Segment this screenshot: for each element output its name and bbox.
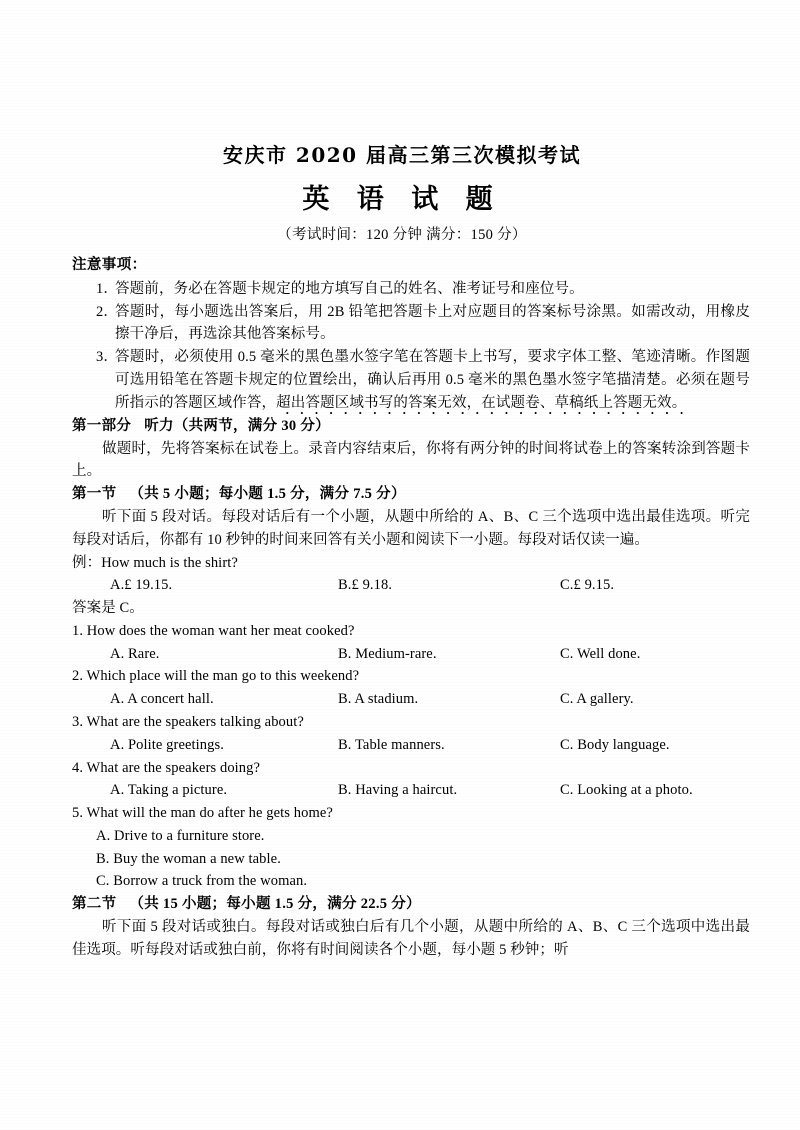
question-1-option-b: B. Medium-rare. (338, 645, 437, 662)
section-two-label: 第二节 (72, 896, 117, 913)
question-5-option-c: C. Borrow a truck from the woman. (96, 873, 308, 890)
example-option-a: A.£ 19.15. (110, 577, 173, 594)
question-2-option-c: C. A gallery. (560, 691, 634, 708)
part-one-title: 听力（共两节，满分 30 分） (144, 418, 330, 435)
section-one-label: 第一节 (72, 486, 117, 503)
exam-meta-line: （考试时间：120 分钟 满分：150 分） (277, 227, 527, 244)
question-prompt-4: 4. What are the speakers doing? (72, 759, 261, 776)
section-two-heading (72, 893, 750, 915)
section-one-detail: （共 5 小题；每小题 1.5 分，满分 7.5 分） (129, 486, 406, 503)
example-answer: 答案是 C。 (72, 600, 144, 617)
notice-number: 3． (96, 349, 119, 366)
notice-number: 2． (96, 303, 119, 320)
part-one-intro: 做题时，先将答案标在试卷上。录音内容结束后，你将有两分钟的时间将试卷上的答案转涂到答题卡上。 (72, 440, 750, 480)
section-one-intro: 听下面 5 段对话。每段对话后有一个小题，从题中所给的 A、B、C 三个选项中选出最佳选项。听完每段对话后，你都有 10 秒钟的时间来回答有关小题和阅读下一小题。每段对话仅读一遍。 (72, 508, 750, 548)
section-one-heading (72, 483, 750, 505)
notice-item-2 (72, 301, 750, 347)
section-two-detail: （共 15 小题；每小题 1.5 分，满分 22.5 分） (129, 896, 421, 913)
question-prompt-2: 2. Which place will the man go to this weekend? (72, 668, 360, 685)
notice-item-3 (72, 346, 750, 415)
example-option-c: C.£ 9.15. (560, 577, 615, 594)
question-prompt-3: 3. What are the speakers talking about? (72, 714, 304, 731)
question-5-option-a: A. Drive to a furniture store. (96, 827, 265, 844)
question-1-option-a: A. Rare. (110, 645, 160, 662)
question-prompt-5: 5. What will the man do after he gets home? (72, 805, 333, 822)
notice-text-emphasis-2: 的答案无效，在试题卷、草稿纸上答题无效。 (393, 395, 687, 412)
subject-title: 英 语 试 题 (302, 184, 502, 215)
question-4-option-c: C. Looking at a photo. (560, 782, 693, 799)
question-3-option-c: C. Body language. (560, 736, 670, 753)
notice-text-emphasis: 超出答题区域书写 (276, 395, 394, 412)
part-one-heading (72, 415, 750, 437)
question-options-row-3 (72, 734, 750, 757)
notice-heading: 注意事项： (72, 256, 147, 273)
question-2-option-b: B. A stadium. (338, 691, 419, 708)
question-options-row-1 (72, 643, 750, 666)
question-4-option-a: A. Taking a picture. (110, 782, 228, 799)
question-options-row-2 (72, 688, 750, 711)
notice-text: 答题前，务必在答题卡规定的地方填写自己的姓名、准考证号和座位号。 (115, 280, 584, 297)
example-prompt: 例：How much is the shirt? (72, 554, 238, 571)
part-one-label: 第一部分 (72, 418, 132, 435)
question-5-option-b: B. Buy the woman a new table. (96, 850, 281, 867)
question-prompt-1: 1. How does the woman want her meat cooked? (72, 622, 355, 639)
section-two-intro: 听下面 5 段对话或独白。每段对话或独白后有几个小题，从题中所给的 A、B、C 三个选项中选出最佳选项。听每段对话或独白前，你将有时间阅读各个小题，每小题 5 秒钟；听 (72, 918, 750, 958)
notice-number: 1． (96, 280, 119, 297)
question-3-option-a: A. Polite greetings. (110, 736, 224, 753)
question-options-row-4 (72, 779, 750, 802)
question-3-option-b: B. Table manners. (338, 736, 445, 753)
example-option-b: B.£ 9.18. (338, 577, 393, 594)
notice-item-1 (72, 278, 750, 301)
question-4-option-b: B. Having a haircut. (338, 782, 458, 799)
notice-text: 答题时，每小题选出答案后，用 2B 铅笔把答题卡上对应题目的答案标号涂黑。如需改动，用橡皮擦干净后，再选涂其他答案标号。 (115, 303, 750, 343)
example-options-row (72, 574, 750, 597)
notice-text: 答题时，必须使用 0.5 毫米的黑色墨水签字笔在答题卡上书写，要求字体工整、笔迹清晰。作图题可选用铅笔在答题卡规定的位置绘出，确认后再用 0.5 毫米的黑色墨水签字笔描清楚。必须在题号所指示的答题区域作答， (115, 349, 750, 412)
question-1-option-c: C. Well done. (560, 645, 641, 662)
notice-list (72, 278, 750, 415)
page-title: 安庆市 2020 届高三第三次模拟考试 (222, 143, 582, 167)
question-2-option-a: A. A concert hall. (110, 691, 214, 708)
